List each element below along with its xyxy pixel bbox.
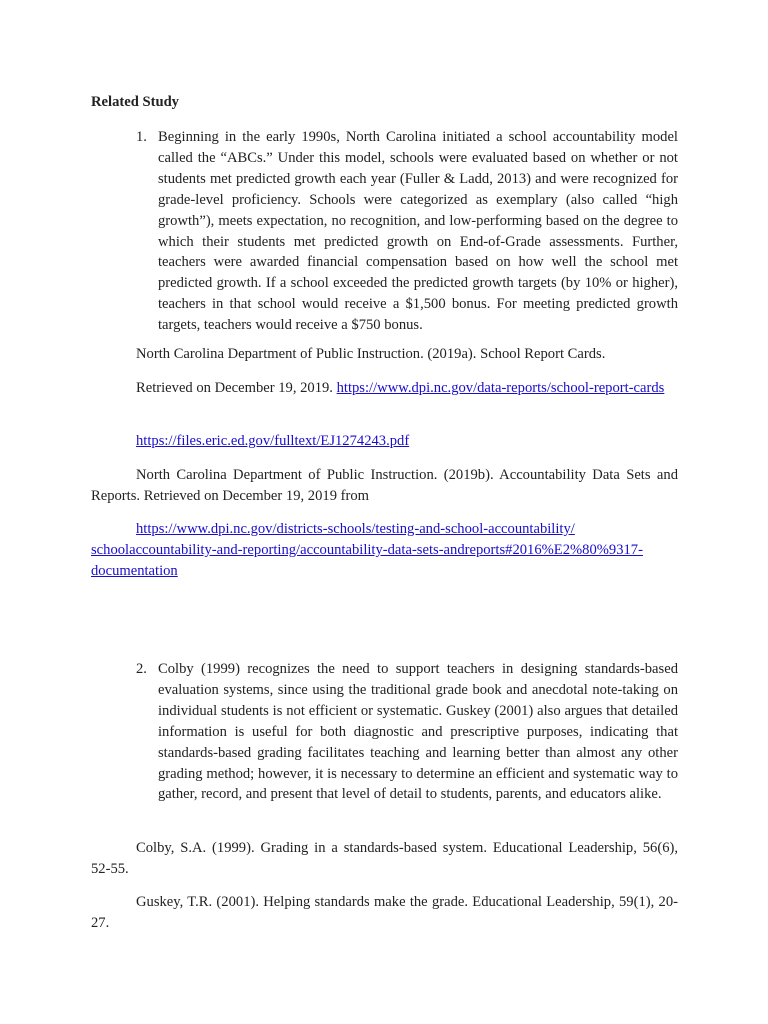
reference-colby-1999: Colby, S.A. (1999). Grading in a standards-based system. Educational Leadership, 56(6), 52-55. [91, 840, 678, 877]
reference-ncdpi-2019b: North Carolina Department of Public Instruction. (2019b). Accountability Data Sets and Reports. Retrieved on December 19, 2019 from [91, 467, 678, 504]
reference-retrieved-line [91, 378, 678, 399]
list-item-text: Beginning in the early 1990s, North Carolina initiated a school accountability model called the “ABCs.” Under this model, schools were evaluated based on whether or not students met predicted growth each year (Fuller & Ladd, 2013) and were recognized for grade-level proficiency. Schools were categorized as exemplary (also called “high growth”), meets expectation, no recognition, and low-performing based on the degree to which their students met predicted growth on End-of-Grade assessments. Further, teachers were awarded financial compensation based on how well the school met predicted growth. If a school exceeded the predicted growth targets (by 10% or higher), teachers in that school would receive a $1,500 bonus. For meeting predicted growth targets, teachers would receive a $750 bonus. [158, 129, 678, 334]
eric-fulltext-link[interactable]: https://files.eric.ed.gov/fulltext/EJ1274243.pdf [136, 433, 410, 449]
accountability-data-sets-link[interactable] [91, 521, 643, 579]
retrieved-text: Retrieved on December 19, 2019. [136, 380, 333, 396]
list-item-text: Colby (1999) recognizes the need to support teachers in designing standards-based evaluation systems, since using the traditional grade book and anecdotal note-taking on individual students is not efficient or systematic. Guskey (2001) also argues that detailed information is useful for both diagnostic and prescriptive purposes, indicating that standards-based grading facilitates teaching and learning better than almost any other grading method; however, it is necessary to determine an efficient and systematic way to gather, record, and present that level of detail to students, parents, and educators alike. [158, 661, 678, 803]
accountability-link-block [91, 519, 678, 582]
reference-guskey-2001: Guskey, T.R. (2001). Helping standards make the grade. Educational Leadership, 59(1), 20-27. [91, 894, 678, 931]
list-number: 1. [136, 129, 147, 145]
eric-link-line [91, 431, 678, 452]
accountability-link-line2: schoolaccountability-and-reporting/accountability-data-sets-andreports#2016%E2%80%9317-documentation [91, 541, 643, 579]
school-report-cards-link[interactable]: https://www.dpi.nc.gov/data-reports/school-report-cards [336, 380, 665, 396]
accountability-link-line1: https://www.dpi.nc.gov/districts-schools/testing-and-school-accountability/ [136, 521, 575, 537]
list-item-1 [136, 127, 678, 336]
list-number: 2. [136, 661, 147, 677]
list-item-2 [136, 659, 678, 805]
reference-ncdpi-2019a: North Carolina Department of Public Instruction. (2019a). School Report Cards. [136, 346, 606, 362]
section-heading: Related Study [91, 94, 179, 110]
